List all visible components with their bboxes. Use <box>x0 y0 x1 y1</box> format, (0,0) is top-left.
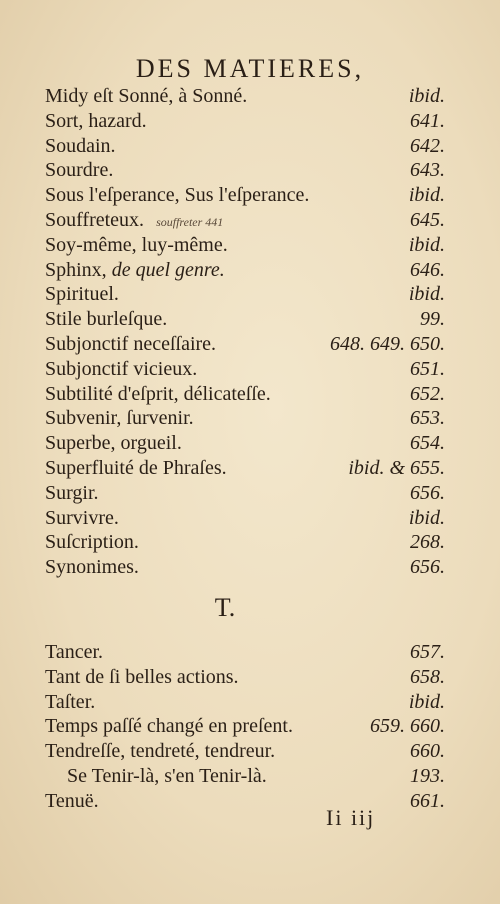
entry-page-number: ibid. <box>408 233 445 256</box>
entry-page-ref <box>409 84 445 109</box>
entry-term: Tendreſſe, tendreté, tendreur. <box>45 740 276 763</box>
index-entry <box>45 406 445 431</box>
entry-page-ref <box>410 789 445 814</box>
index-entry <box>45 357 445 382</box>
entry-page-ref <box>410 665 445 690</box>
entry-term: Suſcription. <box>45 531 139 554</box>
entry-page-ref <box>410 382 445 407</box>
entry-term: Survivre. <box>45 506 119 529</box>
index-entry <box>45 332 445 357</box>
entry-page-number: 642. <box>410 134 445 157</box>
entry-term: Surgir. <box>45 481 99 504</box>
entry-page-number: ibid. <box>408 85 445 107</box>
index-entry <box>45 764 445 789</box>
entry-page-ref <box>410 208 445 233</box>
entry-term: Superfluité de Phraſes. <box>45 456 227 479</box>
entry-page-ref <box>410 481 445 506</box>
entries-s-list <box>45 84 445 580</box>
index-entry <box>45 382 445 407</box>
index-entries <box>45 84 445 814</box>
entry-term: Se Tenir-là, s'en Tenir-là. <box>67 764 267 787</box>
entry-term: Superbe, orgueil. <box>45 432 182 455</box>
entry-page-number: 661. <box>410 789 445 812</box>
index-entry <box>45 714 445 739</box>
entry-extra-pages: 648. 649. <box>330 332 405 355</box>
entry-page-ref <box>409 690 445 715</box>
index-entry <box>45 640 445 665</box>
index-entry <box>45 84 445 109</box>
entry-term-wrap <box>45 208 223 235</box>
entry-page-ref <box>410 764 445 789</box>
index-entry <box>45 134 445 159</box>
index-entry <box>45 739 445 764</box>
index-entry <box>45 183 445 208</box>
index-entry <box>45 258 445 283</box>
index-entry <box>45 665 445 690</box>
entry-page-ref <box>410 109 445 134</box>
entry-page-number: ibid. <box>408 283 445 306</box>
entry-term: Temps paſſé changé en preſent. <box>45 715 293 738</box>
entry-page-ref <box>410 258 445 283</box>
index-entry <box>45 233 445 258</box>
handwritten-note: souffreter 441 <box>156 214 224 229</box>
entry-term-italic: de quel genre. <box>111 258 225 281</box>
entry-extra-pages: 659. <box>370 715 405 738</box>
index-entry <box>45 690 445 715</box>
entry-page-number: 99. <box>420 308 445 331</box>
entry-page-number: ibid. <box>408 690 445 713</box>
entry-term: Sourdre. <box>45 159 114 182</box>
entry-page-ref <box>409 282 445 307</box>
entry-term: Tancer. <box>45 640 104 663</box>
entry-page-ref <box>370 714 445 739</box>
entry-page-ref <box>410 158 445 183</box>
entry-term: Soy-même, luy-même. <box>45 233 228 256</box>
entry-page-number: 641. <box>410 109 445 132</box>
entry-page-number: ibid. <box>408 506 445 529</box>
entry-page-number: 656. <box>410 556 445 579</box>
entry-page-number: 654. <box>410 432 445 455</box>
entry-term: Midy eſt Sonné, à Sonné. <box>45 85 248 107</box>
entry-page-ref <box>410 739 445 764</box>
entry-term-wrap <box>45 258 225 283</box>
entry-page-ref <box>410 406 445 431</box>
entry-page-number: 650. <box>410 332 445 355</box>
index-entry <box>45 789 445 814</box>
entry-page-ref <box>409 183 445 208</box>
entry-term: Subtilité d'eſprit, délicateſſe. <box>45 382 271 405</box>
entry-page-ref <box>330 332 445 357</box>
entry-page-number: 193. <box>410 764 445 787</box>
index-entry <box>45 158 445 183</box>
entry-page-number: 643. <box>410 159 445 182</box>
running-header: DES MATIERES, <box>135 54 365 83</box>
entry-page-number: ibid. <box>408 184 445 207</box>
entry-term: Sort, hazard. <box>45 109 147 132</box>
entry-term: Tenuë. <box>45 789 99 812</box>
entry-page-number: 651. <box>410 357 445 380</box>
section-letter: T. <box>214 592 236 622</box>
entry-page-ref <box>409 233 445 258</box>
entry-extra-pages: ibid. & <box>348 456 405 479</box>
entry-term: Sphinx, <box>45 258 107 281</box>
index-entry <box>45 109 445 134</box>
index-entry <box>45 555 445 580</box>
entry-term: Tant de ſi belles actions. <box>45 665 239 688</box>
entry-term: Synonimes. <box>45 556 139 579</box>
entry-page-ref <box>410 555 445 580</box>
entry-page-ref <box>409 506 445 531</box>
entry-page-number: 655. <box>410 456 445 479</box>
entry-page-number: 660. <box>410 740 445 763</box>
entry-term: Subjonctif neceſſaire. <box>45 332 217 355</box>
entry-term: Stile burleſque. <box>45 308 168 331</box>
index-entry <box>45 208 445 233</box>
index-entry <box>45 431 445 456</box>
entry-page-number: 658. <box>410 665 445 688</box>
entry-page-ref <box>410 357 445 382</box>
index-entry <box>45 307 445 332</box>
entry-page-ref <box>410 640 445 665</box>
index-entry <box>45 282 445 307</box>
index-entry <box>45 506 445 531</box>
entry-term: Subvenir, ſurvenir. <box>45 407 194 430</box>
entry-page-ref <box>348 456 445 481</box>
entry-page-ref <box>410 431 445 456</box>
entry-page-number: 660. <box>410 715 445 738</box>
index-entry <box>45 481 445 506</box>
entries-t-list <box>45 640 445 814</box>
entry-page-number: 645. <box>410 208 445 231</box>
entry-page-number: 268. <box>410 531 445 554</box>
entry-page-number: 652. <box>410 382 445 405</box>
index-entry <box>45 530 445 555</box>
entry-page-number: 653. <box>410 407 445 430</box>
entry-term: Souffreteux. <box>45 208 145 231</box>
entry-page-number: 656. <box>410 481 445 504</box>
entry-page-ref <box>410 530 445 555</box>
entry-term: Spirituel. <box>45 283 119 306</box>
entry-term: Subjonctif vicieux. <box>45 357 198 380</box>
entry-term: Soudain. <box>45 134 116 157</box>
entry-page-ref <box>410 134 445 159</box>
signature-mark: Ii iij <box>326 805 376 830</box>
entry-page-ref <box>420 307 445 332</box>
entry-term: Sous l'eſperance, Sus l'eſperance. <box>45 184 310 207</box>
entry-page-number: 657. <box>410 640 445 663</box>
index-entry <box>45 456 445 481</box>
entry-term: Taſter. <box>45 690 96 713</box>
entry-page-number: 646. <box>410 258 445 281</box>
